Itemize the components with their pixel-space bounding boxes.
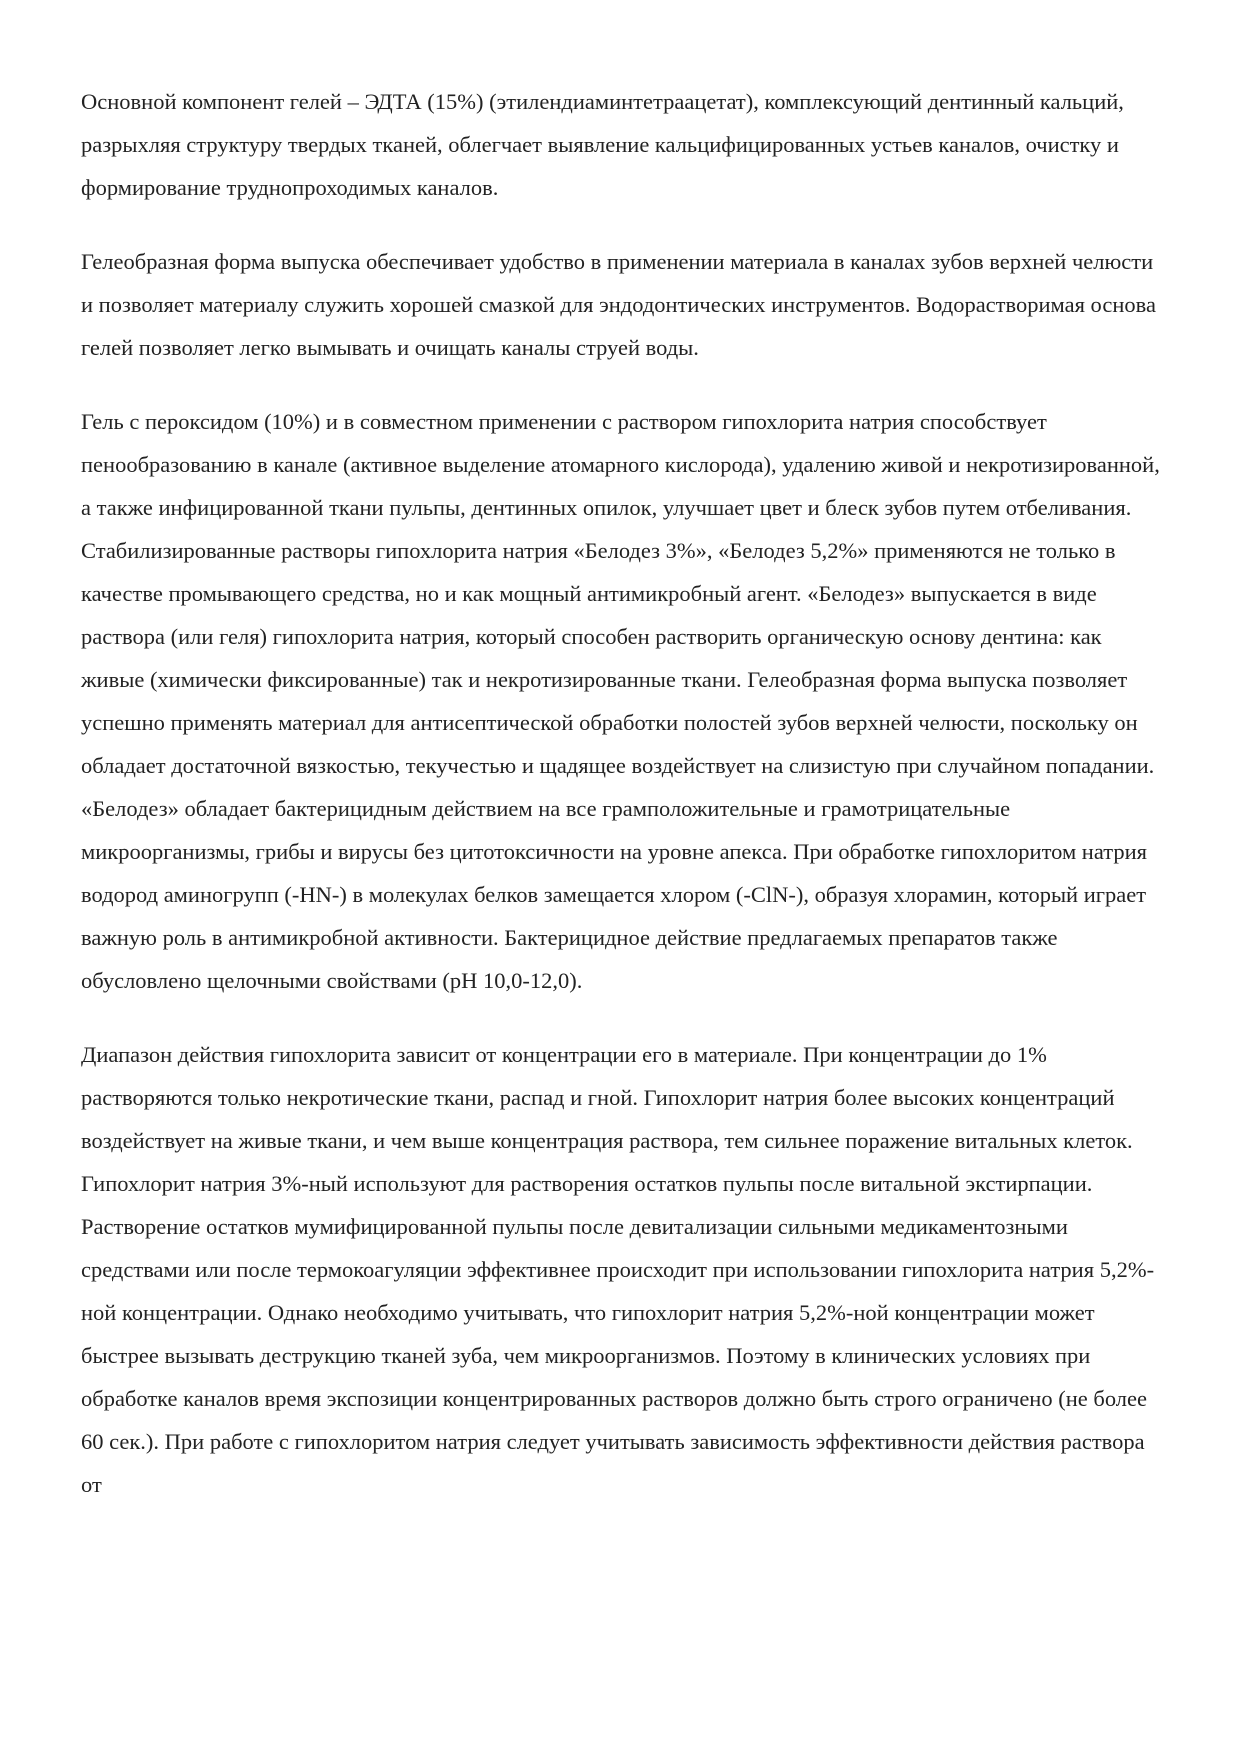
- document-page: [81, 80, 1161, 1537]
- paragraph-hypochlorite-concentration: Диапазон действия гипохлорита зависит от концентрации его в материале. При концентрации до 1% растворяются только некротические ткани, распад и гной. Гипохлорит натрия более высоких концентраций воздействует на живые ткани, и чем выше концентрация раствора, тем сильнее поражение витальных клеток. Гипохлорит натрия 3%-ный используют для растворения остатков пульпы после витальной экстирпации. Растворение остатков мумифицированной пульпы после девитализации сильными медикаментозными средствами или после термокоагуляции эффективнее происходит при использовании гипохлорита натрия 5,2%-ной концентрации. Однако необходимо учитывать, что гипохлорит натрия 5,2%-ной концентрации может быстрее вызывать деструкцию тканей зуба, чем микроорганизмов. Поэтому в клинических условиях при обработке каналов время экспозиции концентрированных растворов должно быть строго ограничено (не более 60 сек.). При работе с гипохлоритом натрия следует учитывать зависимость эффективности действия раствора от: [81, 1042, 1155, 1497]
- paragraph-peroxide-belodez: Гель с пероксидом (10%) и в совместном применении с раствором гипохлорита натрия способствует пенообразованию в канале (активное выделение атомарного кислорода), удалению живой и некротизированной, а также инфицированной ткани пульпы, дентинных опилок, улучшает цвет и блеск зубов путем отбеливания. Стабилизированные растворы гипохлорита натрия «Белодез 3%», «Белодез 5,2%» применяются не только в качестве промывающего средства, но и как мощный антимикробный агент. «Белодез» выпускается в виде раствора (или геля) гипохлорита натрия, который способен растворить органическую основу дентина: как живые (химически фиксированные) так и некротизированные ткани. Гелеобразная форма выпуска позволяет успешно применять материал для антисептической обработки полостей зубов верхней челюсти, поскольку он обладает достаточной вязкостью, текучестью и щадящее воздействует на слизистую при случайном попадании. «Белодез» обладает бактерицидным действием на все грамположительные и грамотрицательные микроорганизмы, грибы и вирусы без цитотоксичности на уровне апекса. При обработке гипохлоритом натрия водород аминогрупп (-HN-) в молекулах белков замещается хлором (-ClN-), образуя хлорамин, который играет важную роль в антимикробной активности. Бактерицидное действие предлагаемых препаратов также обусловлено щелочными свойствами (pH 10,0-12,0).: [81, 409, 1160, 993]
- paragraph-edta: Основной компонент гелей – ЭДТА (15%) (этилендиаминтетраацетат), комплексующий дентинный кальций, разрыхляя структуру твердых тканей, облегчает выявление кальцифицированных устьев каналов, очистку и формирование труднопроходимых каналов.: [81, 89, 1124, 200]
- paragraph-gel-form: Гелеобразная форма выпуска обеспечивает удобство в применении материала в каналах зубов верхней челюсти и позволяет материалу служить хорошей смазкой для эндодонтических инструментов. Водорастворимая основа гелей позволяет легко вымывать и очищать каналы струей воды.: [81, 249, 1156, 360]
